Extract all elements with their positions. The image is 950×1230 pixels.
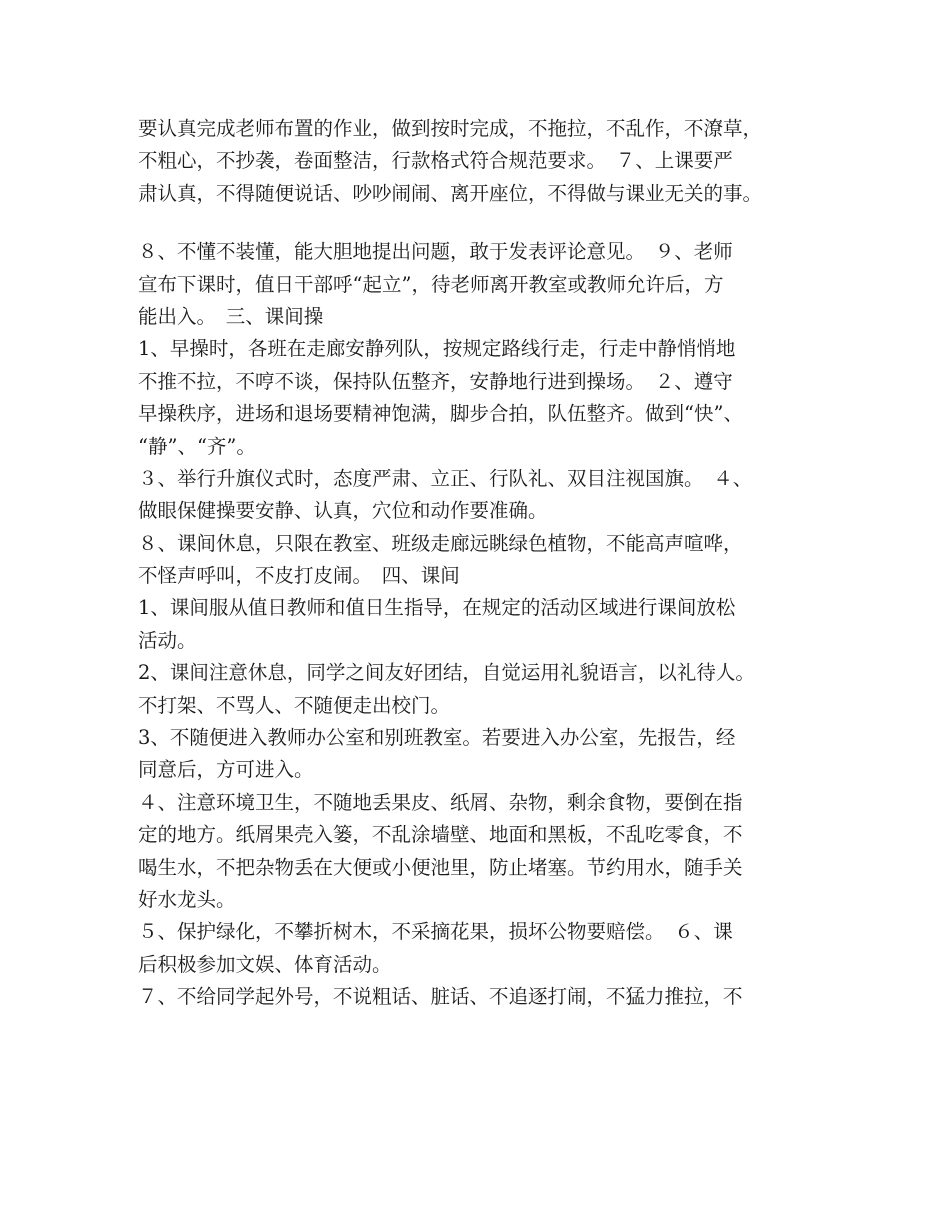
text-line: 同意后，方可进入。: [138, 758, 314, 782]
text-line: 能出入。 三、课间操: [138, 304, 324, 328]
text-line: ４、注意环境卫生，不随地丢果皮、纸屑、杂物，剩余食物，要倒在指: [138, 790, 743, 814]
text-line: ８、不懂不装懂，能大胆地提出问题，敢于发表评论意见。 ９、老师: [138, 240, 733, 264]
text-line: 活动。: [138, 628, 197, 652]
text-line: 要认真完成老师布置的作业，做到按时完成，不拖拉，不乱作，不潦草，: [138, 117, 763, 140]
text-line: ７、不给同学起外号，不说粗话、脏话、不追逐打闹，不猛力推拉，不: [138, 985, 743, 1009]
text-line: ８、课间休息，只限在教室、班级走廊远眺绿色植物，不能高声喧哗，: [138, 531, 743, 555]
text-line: “静”、“齐”。: [138, 434, 256, 458]
text-line: ３、举行升旗仪式时，态度严肃、立正、行队礼、双目注视国旗。 ４、: [138, 466, 753, 490]
document-body: [138, 113, 828, 1014]
text-line: 2、课间注意休息，同学之间友好团结，自觉运用礼貌语言，以礼待人。: [138, 661, 755, 685]
text-line: 不推不拉，不哼不谈，保持队伍整齐，安静地行进到操场。 ２、遵守: [138, 369, 733, 393]
text-line: 早操秩序，进场和退场要精神饱满，脚步合拍，队伍整齐。做到“快”、: [138, 402, 743, 426]
text-line: 好水龙头。: [138, 887, 236, 911]
text-line: 做眼保健操要安静、认真，穴位和动作要准确。: [138, 499, 548, 523]
text-line: ５、保护绿化，不攀折树木，不采摘花果，损坏公物要赔偿。 ６、课: [138, 920, 733, 944]
text-line: 1、课间服从值日教师和值日生指导，在规定的活动区域进行课间放松: [138, 596, 736, 620]
text-line: 不粗心，不抄袭，卷面整洁，行款格式符合规范要求。 ７、上课要严: [138, 149, 733, 173]
text-line: 不打架、不骂人、不随便走出校门。: [138, 693, 451, 717]
text-line: 不怪声呼叫，不皮打皮闹。 四、课间: [138, 564, 460, 588]
text-line: 喝生水，不把杂物丢在大便或小便池里，防止堵塞。节约用水，随手关: [138, 855, 743, 879]
text-line: 定的地方。纸屑果壳入篓，不乱涂墙壁、地面和黑板，不乱吃零食，不: [138, 823, 743, 847]
text-line: 后积极参加文娱、体育活动。: [138, 952, 392, 976]
text-line: 肃认真，不得随便说话、吵吵闹闹、离开座位，不得做与课业无关的事。: [138, 181, 763, 205]
paragraph-gap: [138, 210, 828, 236]
text-line: 宣布下课时，值日干部呼“起立”，待老师离开教室或教师允许后，方: [138, 272, 724, 296]
text-line: 1、早操时，各班在走廊安静列队，按规定路线行走，行走中静悄悄地: [138, 337, 736, 361]
text-line: 3、不随便进入教师办公室和别班教室。若要进入办公室，先报告，经: [138, 726, 736, 750]
